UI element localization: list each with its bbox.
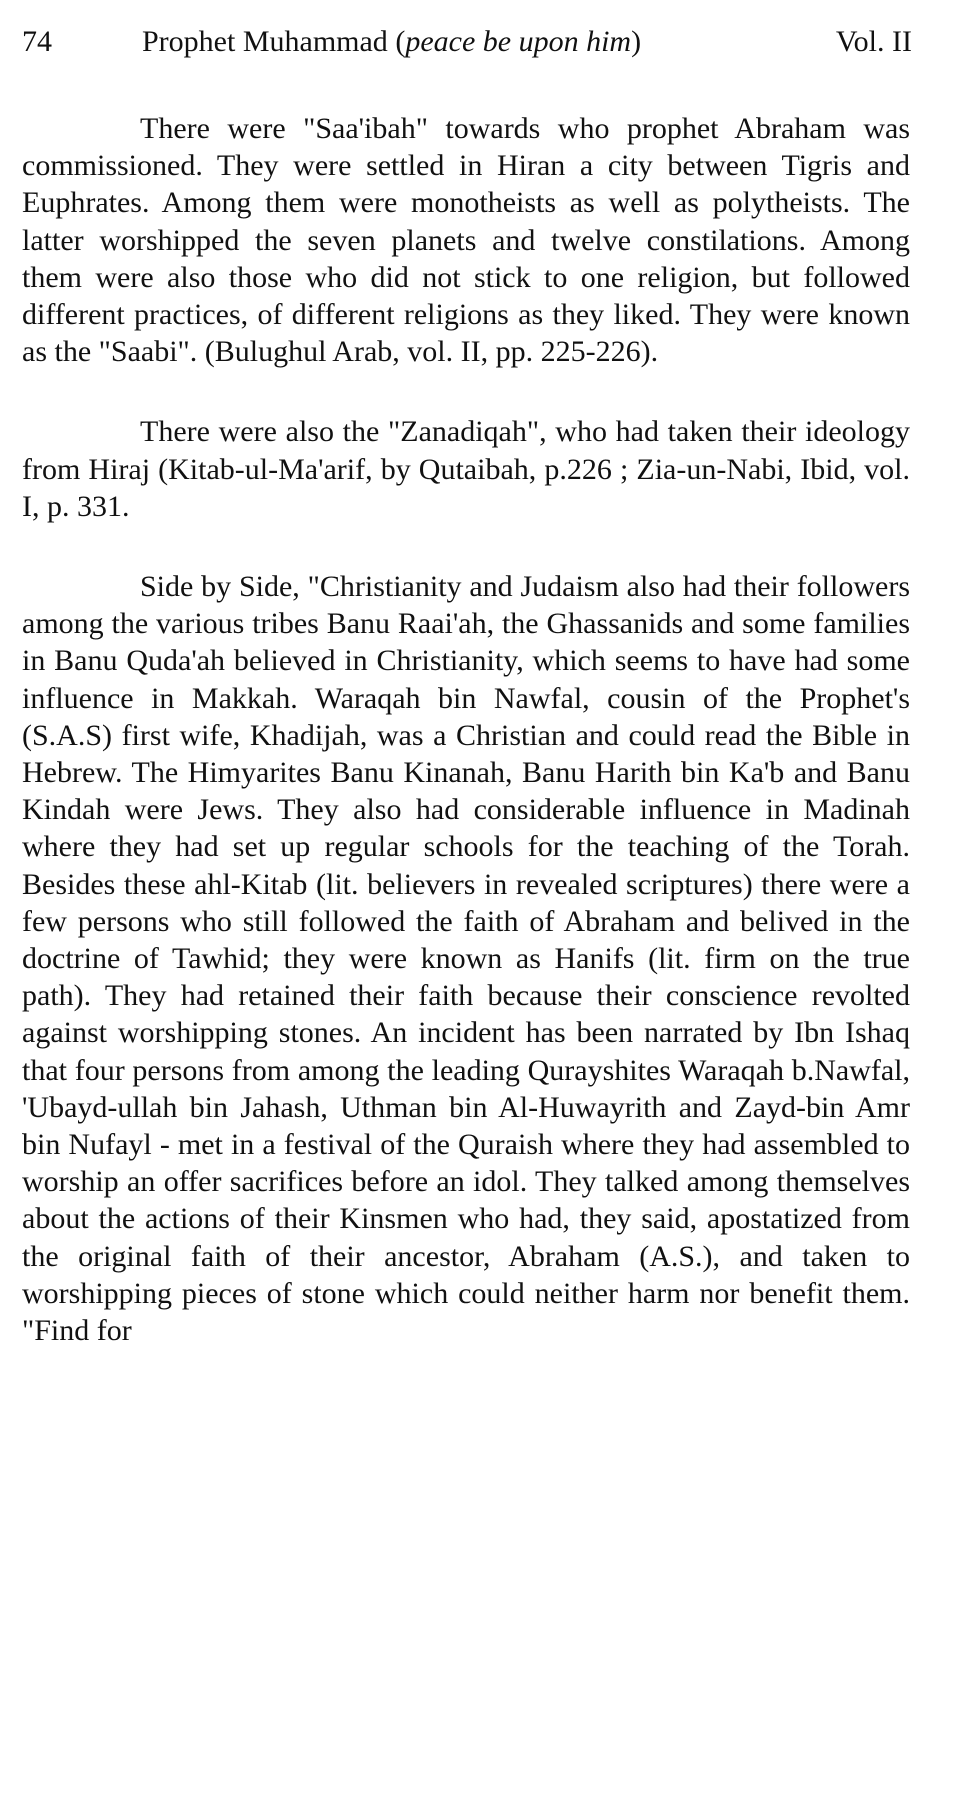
book-title: Prophet Muhammad (peace be upon him) xyxy=(142,25,642,58)
book-title-honorific: peace be upon him xyxy=(405,25,632,58)
volume-label: Vol. II xyxy=(835,25,912,58)
paragraph-zanadiqah: There were also the "Zanadiqah", who had taken their ideology from Hiraj (Kitab-ul-Ma'arif, by Qutaibah, p.226 ; Zia-un-Nabi, Ibid, vol. I, p. 331. xyxy=(22,415,910,523)
page-number: 74 xyxy=(22,25,52,58)
running-header xyxy=(22,22,912,62)
body-text xyxy=(22,110,910,1349)
paragraph-christianity-judaism: Side by Side, "Christianity and Judaism also had their followers among the various tribes Banu Raai'ah, the Ghassanids and some families in Banu Quda'ah believed in Christianity, which seems to have had some influence in Makkah. Waraqah bin Nawfal, cousin of the Prophet's (S.A.S) first wife, Khadijah, was a Christian and could read the Bible in Hebrew. The Himyarites Banu Kinanah, Banu Harith bin Ka'b and Banu Kindah were Jews. They also had considerable influence in Madinah where they had set up regular schools for the teaching of the Torah. Besides these ahl-Kitab (lit. believers in revealed scriptures) there were a few persons who still followed the faith of Abraham and belived in the doctrine of Tawhid; they were known as Hanifs (lit. firm on the true path). They had retained their faith because their conscience revolted against worshipping stones. An incident has been narrated by Ibn Ishaq that four persons from among the leading Qurayshites Waraqah b.Nawfal, 'Ubayd-ullah bin Jahash, Uthman bin Al-Huwayrith and Zayd-bin Amr bin Nufayl - met in a festival of the Quraish where they had assembled to worship an offer sacrifices before an idol. They talked among themselves about the actions of their Kinsmen who had, they said, apostatized from the original faith of their ancestor, Abraham (A.S.), and taken to worshipping pieces of stone which could neither harm nor benefit them. "Find for xyxy=(22,570,910,1348)
book-title-main: Prophet Muhammad xyxy=(142,25,388,58)
paragraph-saaibah: There were "Saa'ibah" towards who prophet Abraham was commissioned. They were settled in Hiran a city between Tigris and Euphrates. Among them were monotheists as well as polytheists. The latter worshipped the seven planets and twelve constilations. Among them were also those who did not stick to one religion, but followed different practices, of different religions as they liked. They were known as the "Saabi". (Bulughul Arab, vol. II, pp. 225-226). xyxy=(22,112,910,369)
